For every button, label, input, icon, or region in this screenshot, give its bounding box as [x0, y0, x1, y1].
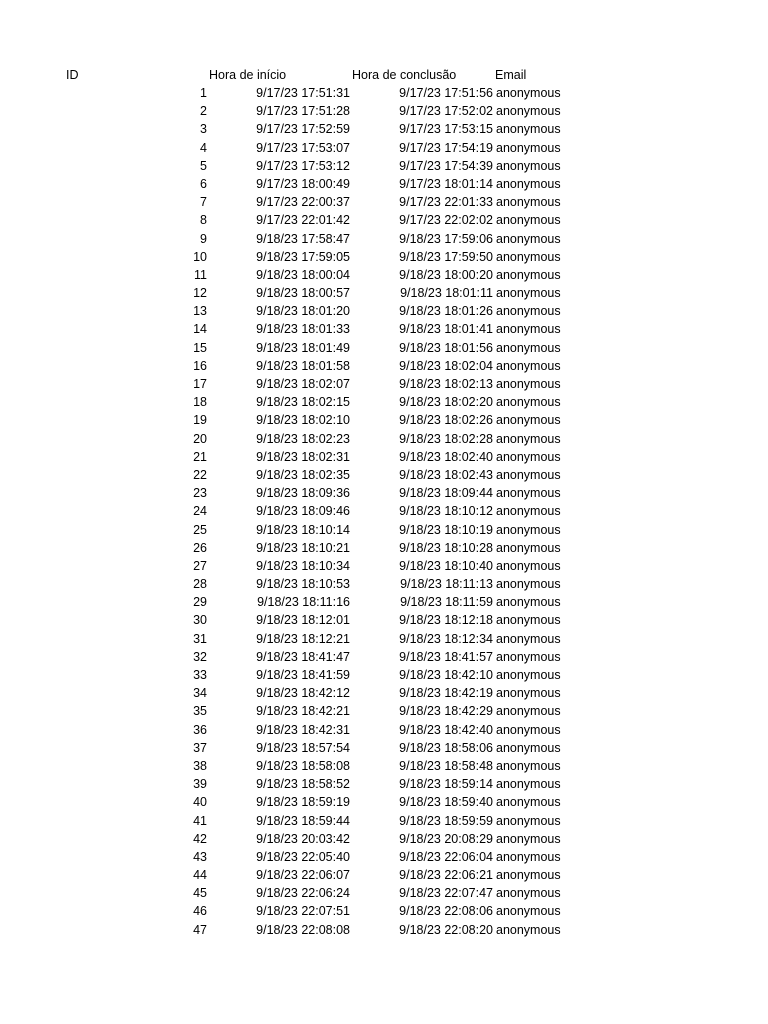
row-id-cell: 25	[193, 522, 207, 537]
row-end-time-cell: 9/18/23 18:59:40	[399, 795, 493, 810]
row-start-time-cell: 9/18/23 18:09:46	[256, 504, 350, 519]
row-id-cell: 36	[193, 722, 207, 737]
row-end-time-cell: 9/18/23 18:12:34	[399, 631, 493, 646]
row-start-time-cell: 9/18/23 18:41:59	[256, 668, 350, 682]
row-email-cell: anonymous	[496, 358, 561, 373]
table-row	[0, 539, 768, 557]
row-start-time-cell: 9/18/23 18:41:47	[256, 649, 350, 664]
row-start-time-cell: 9/18/23 18:00:04	[256, 267, 350, 282]
row-email-cell: anonymous	[496, 795, 561, 810]
row-start-time-cell: 9/18/23 18:00:57	[256, 286, 350, 301]
row-end-time-cell: 9/18/23 18:09:44	[399, 486, 493, 501]
row-start-time-cell: 9/18/23 18:10:21	[256, 540, 350, 555]
table-row	[0, 593, 768, 611]
row-email-cell: anonymous	[496, 504, 561, 519]
row-end-time-cell: 9/18/23 17:59:06	[399, 231, 493, 246]
table-row	[0, 302, 768, 320]
row-id-cell: 17	[193, 377, 207, 391]
row-id-cell: 4	[200, 140, 207, 155]
table-row	[0, 812, 768, 830]
row-end-time-cell: 9/18/23 18:02:04	[399, 358, 493, 373]
row-start-time-cell: 9/18/23 22:07:51	[256, 904, 350, 919]
row-id-cell: 14	[193, 322, 207, 337]
row-start-time-cell: 9/17/23 17:51:31	[256, 86, 350, 100]
row-end-time-cell: 9/17/23 17:51:56	[399, 86, 493, 100]
header-email: Email	[495, 68, 527, 82]
row-id-cell: 37	[193, 740, 207, 755]
row-email-cell: anonymous	[496, 467, 561, 482]
row-start-time-cell: 9/18/23 18:42:31	[256, 722, 350, 737]
row-id-cell: 19	[193, 413, 207, 428]
row-email-cell: anonymous	[496, 649, 561, 664]
row-email-cell: anonymous	[496, 904, 561, 919]
row-end-time-cell: 9/18/23 18:10:19	[399, 522, 493, 537]
row-end-time-cell: 9/18/23 18:58:06	[399, 740, 493, 755]
table-row	[0, 921, 768, 939]
table-row	[0, 448, 768, 466]
table-row	[0, 866, 768, 884]
row-email-cell: anonymous	[496, 413, 561, 428]
row-end-time-cell: 9/18/23 18:01:11	[400, 286, 493, 301]
row-start-time-cell: 9/17/23 17:53:07	[256, 140, 350, 155]
row-start-time-cell: 9/18/23 18:09:36	[256, 486, 350, 501]
row-end-time-cell: 9/17/23 17:53:15	[399, 122, 493, 137]
table-row	[0, 648, 768, 666]
row-end-time-cell: 9/18/23 18:41:57	[399, 649, 493, 664]
row-id-cell: 10	[193, 249, 207, 264]
row-start-time-cell: 9/18/23 18:10:34	[256, 558, 350, 573]
row-id-cell: 47	[193, 922, 207, 937]
row-end-time-cell: 9/18/23 18:02:13	[399, 377, 493, 391]
table-row	[0, 884, 768, 902]
table-row	[0, 611, 768, 629]
table-row	[0, 102, 768, 120]
row-start-time-cell: 9/18/23 22:06:24	[256, 886, 350, 901]
row-end-time-cell: 9/18/23 18:11:13	[400, 577, 493, 592]
row-email-cell: anonymous	[496, 922, 561, 937]
row-id-cell: 18	[193, 395, 207, 410]
row-end-time-cell: 9/18/23 18:00:20	[399, 267, 493, 282]
row-id-cell: 31	[193, 631, 207, 646]
row-email-cell: anonymous	[496, 449, 561, 464]
row-email-cell: anonymous	[496, 686, 561, 701]
row-id-cell: 15	[193, 340, 207, 355]
row-end-time-cell: 9/18/23 22:07:47	[399, 886, 493, 901]
table-row	[0, 521, 768, 539]
row-end-time-cell: 9/18/23 18:10:12	[399, 504, 493, 519]
row-email-cell: anonymous	[496, 176, 561, 191]
row-start-time-cell: 9/18/23 18:59:19	[256, 795, 350, 810]
row-start-time-cell: 9/18/23 18:01:49	[256, 340, 350, 355]
table-row	[0, 902, 768, 920]
row-start-time-cell: 9/18/23 18:01:20	[256, 304, 350, 319]
row-end-time-cell: 9/18/23 18:59:14	[399, 777, 493, 792]
row-end-time-cell: 9/18/23 18:02:28	[399, 431, 493, 446]
table-row	[0, 830, 768, 848]
row-email-cell: anonymous	[496, 140, 561, 155]
row-id-cell: 5	[200, 158, 207, 173]
row-email-cell: anonymous	[496, 522, 561, 537]
table-row	[0, 702, 768, 720]
row-id-cell: 13	[193, 304, 207, 319]
row-start-time-cell: 9/18/23 18:12:21	[256, 631, 350, 646]
table-row	[0, 739, 768, 757]
header-end-time: Hora de conclusão	[352, 68, 457, 82]
table-row	[0, 775, 768, 793]
row-id-cell: 3	[200, 122, 207, 137]
row-id-cell: 35	[193, 704, 207, 719]
row-id-cell: 44	[193, 868, 207, 883]
table-row	[0, 793, 768, 811]
row-end-time-cell: 9/18/23 18:02:26	[399, 413, 493, 428]
row-id-cell: 8	[200, 213, 207, 228]
row-id-cell: 41	[193, 813, 207, 828]
table-row	[0, 848, 768, 866]
row-start-time-cell: 9/18/23 18:12:01	[256, 613, 350, 628]
row-start-time-cell: 9/17/23 17:53:12	[256, 158, 350, 173]
row-end-time-cell: 9/18/23 18:58:48	[399, 758, 493, 773]
table-row	[0, 575, 768, 593]
row-id-cell: 45	[193, 886, 207, 901]
row-end-time-cell: 9/18/23 22:06:04	[399, 849, 493, 864]
row-email-cell: anonymous	[496, 540, 561, 555]
row-start-time-cell: 9/17/23 22:01:42	[256, 213, 350, 228]
row-email-cell: anonymous	[496, 486, 561, 501]
row-end-time-cell: 9/18/23 22:06:21	[399, 868, 493, 883]
row-id-cell: 9	[200, 231, 207, 246]
row-start-time-cell: 9/18/23 18:02:07	[256, 377, 350, 391]
table-row	[0, 721, 768, 739]
row-end-time-cell: 9/18/23 18:42:19	[399, 686, 493, 701]
row-end-time-cell: 9/18/23 20:08:29	[399, 831, 493, 846]
row-start-time-cell: 9/18/23 18:02:35	[256, 467, 350, 482]
row-email-cell: anonymous	[496, 213, 561, 228]
row-end-time-cell: 9/18/23 18:01:41	[399, 322, 493, 337]
row-email-cell: anonymous	[496, 122, 561, 137]
row-id-cell: 38	[193, 758, 207, 773]
table-row	[0, 320, 768, 338]
table-row	[0, 84, 768, 102]
row-email-cell: anonymous	[496, 158, 561, 173]
row-id-cell: 20	[193, 431, 207, 446]
row-end-time-cell: 9/18/23 18:01:26	[399, 304, 493, 319]
row-email-cell: anonymous	[496, 195, 561, 210]
row-email-cell: anonymous	[496, 322, 561, 337]
row-id-cell: 16	[193, 358, 207, 373]
row-email-cell: anonymous	[496, 740, 561, 755]
row-end-time-cell: 9/18/23 18:11:59	[400, 595, 493, 610]
table-row	[0, 557, 768, 575]
row-start-time-cell: 9/18/23 22:08:08	[256, 922, 350, 937]
row-start-time-cell: 9/18/23 18:01:33	[256, 322, 350, 337]
row-email-cell: anonymous	[496, 722, 561, 737]
row-id-cell: 34	[193, 686, 207, 701]
row-email-cell: anonymous	[496, 431, 561, 446]
row-id-cell: 42	[193, 831, 207, 846]
row-start-time-cell: 9/18/23 18:02:31	[256, 449, 350, 464]
data-rows	[0, 84, 768, 939]
table-row	[0, 375, 768, 393]
table-row	[0, 157, 768, 175]
row-email-cell: anonymous	[496, 577, 561, 592]
table-row	[0, 430, 768, 448]
row-id-cell: 40	[193, 795, 207, 810]
header-row	[0, 66, 768, 84]
row-email-cell: anonymous	[496, 340, 561, 355]
row-start-time-cell: 9/18/23 22:05:40	[256, 849, 350, 864]
row-start-time-cell: 9/18/23 18:59:44	[256, 813, 350, 828]
row-start-time-cell: 9/18/23 17:59:05	[256, 249, 350, 264]
row-end-time-cell: 9/18/23 18:42:10	[399, 668, 493, 682]
table-row	[0, 684, 768, 702]
row-email-cell: anonymous	[496, 231, 561, 246]
table-row	[0, 411, 768, 429]
row-start-time-cell: 9/18/23 18:11:16	[257, 595, 350, 610]
row-email-cell: anonymous	[496, 249, 561, 264]
row-email-cell: anonymous	[496, 286, 561, 301]
row-end-time-cell: 9/18/23 18:59:59	[399, 813, 493, 828]
row-email-cell: anonymous	[496, 831, 561, 846]
row-end-time-cell: 9/18/23 22:08:20	[399, 922, 493, 937]
row-end-time-cell: 9/18/23 22:08:06	[399, 904, 493, 919]
row-start-time-cell: 9/18/23 18:02:10	[256, 413, 350, 428]
row-end-time-cell: 9/18/23 18:42:40	[399, 722, 493, 737]
row-start-time-cell: 9/17/23 17:52:59	[256, 122, 350, 137]
row-email-cell: anonymous	[496, 613, 561, 628]
table-row	[0, 357, 768, 375]
row-start-time-cell: 9/17/23 22:00:37	[256, 195, 350, 210]
row-email-cell: anonymous	[496, 849, 561, 864]
row-id-cell: 11	[194, 267, 207, 282]
row-end-time-cell: 9/18/23 18:02:20	[399, 395, 493, 410]
row-email-cell: anonymous	[496, 704, 561, 719]
row-id-cell: 24	[193, 504, 207, 519]
row-id-cell: 7	[200, 195, 207, 210]
row-id-cell: 46	[193, 904, 207, 919]
header-id: ID	[66, 68, 79, 82]
row-email-cell: anonymous	[496, 813, 561, 828]
row-id-cell: 22	[193, 467, 207, 482]
row-start-time-cell: 9/18/23 18:42:21	[256, 704, 350, 719]
row-email-cell: anonymous	[496, 395, 561, 410]
row-id-cell: 21	[193, 449, 207, 464]
table-row	[0, 757, 768, 775]
row-email-cell: anonymous	[496, 104, 561, 119]
row-email-cell: anonymous	[496, 595, 561, 610]
row-start-time-cell: 9/18/23 20:03:42	[256, 831, 350, 846]
row-email-cell: anonymous	[496, 668, 561, 682]
row-start-time-cell: 9/18/23 18:01:58	[256, 358, 350, 373]
row-email-cell: anonymous	[496, 377, 561, 391]
table-row	[0, 666, 768, 684]
table-row	[0, 139, 768, 157]
table-row	[0, 484, 768, 502]
row-id-cell: 39	[193, 777, 207, 792]
row-start-time-cell: 9/18/23 18:10:53	[256, 577, 350, 592]
row-start-time-cell: 9/18/23 18:02:23	[256, 431, 350, 446]
table-row	[0, 630, 768, 648]
row-end-time-cell: 9/18/23 18:02:40	[399, 449, 493, 464]
row-email-cell: anonymous	[496, 758, 561, 773]
table-row	[0, 393, 768, 411]
row-id-cell: 2	[200, 104, 207, 119]
table-row	[0, 502, 768, 520]
table-row	[0, 120, 768, 138]
row-id-cell: 6	[200, 176, 207, 191]
row-start-time-cell: 9/18/23 18:57:54	[256, 740, 350, 755]
row-start-time-cell: 9/17/23 18:00:49	[256, 176, 350, 191]
row-start-time-cell: 9/18/23 22:06:07	[256, 868, 350, 883]
table-row	[0, 193, 768, 211]
header-start-time: Hora de início	[209, 68, 287, 82]
row-email-cell: anonymous	[496, 86, 561, 100]
table-row	[0, 466, 768, 484]
row-id-cell: 27	[193, 558, 207, 573]
row-email-cell: anonymous	[496, 868, 561, 883]
row-end-time-cell: 9/17/23 22:02:02	[399, 213, 493, 228]
row-end-time-cell: 9/17/23 17:54:39	[399, 158, 493, 173]
row-email-cell: anonymous	[496, 777, 561, 792]
table-row	[0, 211, 768, 229]
row-id-cell: 33	[193, 668, 207, 682]
table-row	[0, 266, 768, 284]
row-end-time-cell: 9/17/23 17:52:02	[399, 104, 493, 119]
row-end-time-cell: 9/18/23 18:10:28	[399, 540, 493, 555]
row-end-time-cell: 9/18/23 18:02:43	[399, 467, 493, 482]
row-id-cell: 23	[193, 486, 207, 501]
row-id-cell: 32	[193, 649, 207, 664]
row-id-cell: 1	[200, 86, 207, 100]
row-id-cell: 30	[193, 613, 207, 628]
row-start-time-cell: 9/18/23 18:10:14	[256, 522, 350, 537]
row-email-cell: anonymous	[496, 886, 561, 901]
row-start-time-cell: 9/18/23 18:02:15	[256, 395, 350, 410]
row-id-cell: 12	[193, 286, 207, 301]
row-end-time-cell: 9/18/23 18:10:40	[399, 558, 493, 573]
row-email-cell: anonymous	[496, 631, 561, 646]
row-start-time-cell: 9/18/23 18:58:08	[256, 758, 350, 773]
row-email-cell: anonymous	[496, 304, 561, 319]
row-end-time-cell: 9/18/23 18:01:56	[399, 340, 493, 355]
row-id-cell: 26	[193, 540, 207, 555]
row-email-cell: anonymous	[496, 267, 561, 282]
row-end-time-cell: 9/18/23 18:42:29	[399, 704, 493, 719]
row-start-time-cell: 9/18/23 18:58:52	[256, 777, 350, 792]
row-id-cell: 43	[193, 849, 207, 864]
row-id-cell: 29	[193, 595, 207, 610]
row-start-time-cell: 9/18/23 17:58:47	[256, 231, 350, 246]
table-row	[0, 175, 768, 193]
row-end-time-cell: 9/18/23 18:12:18	[399, 613, 493, 628]
row-id-cell: 28	[193, 577, 207, 592]
table-row	[0, 339, 768, 357]
row-end-time-cell: 9/17/23 22:01:33	[399, 195, 493, 210]
row-end-time-cell: 9/17/23 17:54:19	[399, 140, 493, 155]
row-email-cell: anonymous	[496, 558, 561, 573]
row-start-time-cell: 9/17/23 17:51:28	[256, 104, 350, 119]
table-row	[0, 230, 768, 248]
row-end-time-cell: 9/17/23 18:01:14	[399, 176, 493, 191]
row-end-time-cell: 9/18/23 17:59:50	[399, 249, 493, 264]
table-row	[0, 284, 768, 302]
table-row	[0, 248, 768, 266]
row-start-time-cell: 9/18/23 18:42:12	[256, 686, 350, 701]
